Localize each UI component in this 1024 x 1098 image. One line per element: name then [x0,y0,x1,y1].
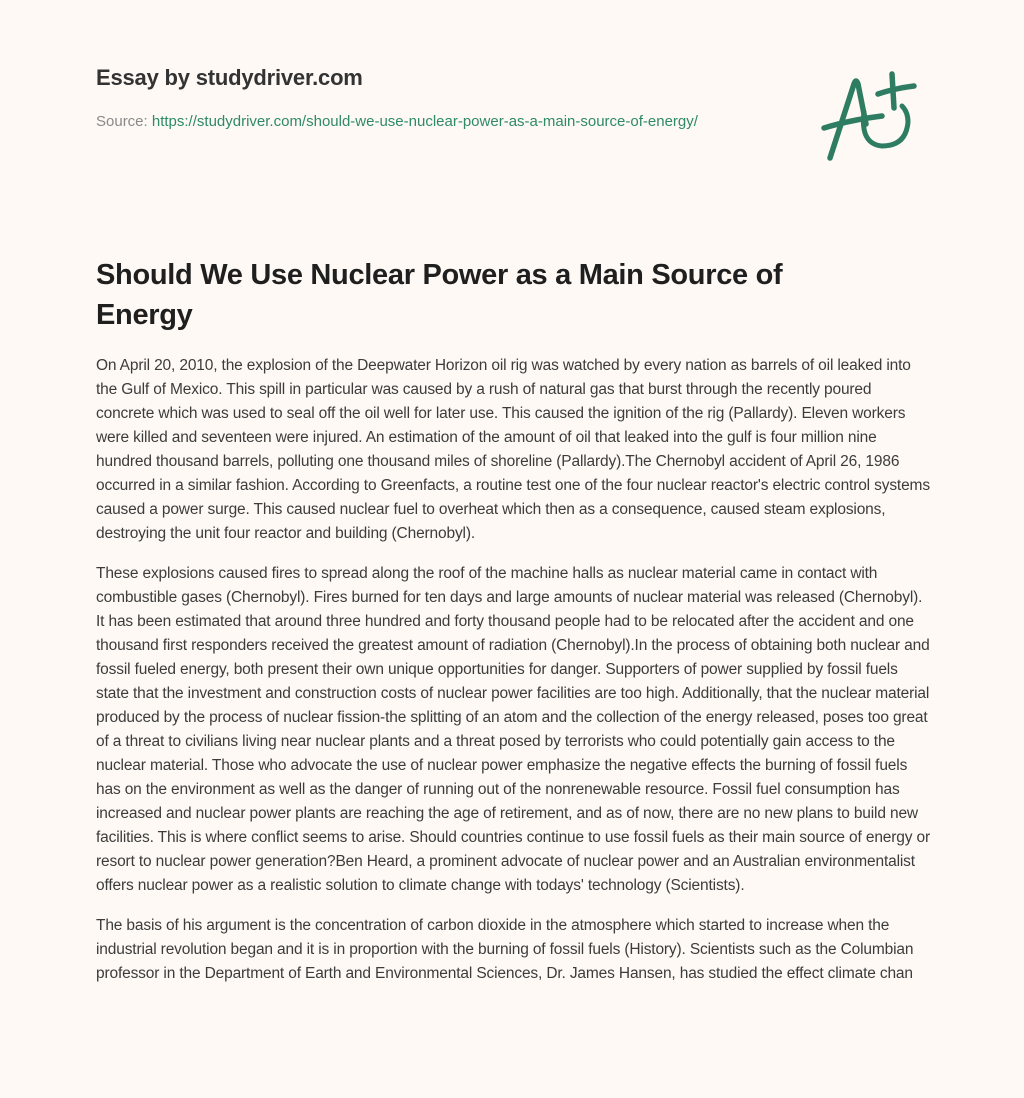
source-label: Source: [96,113,152,130]
essay-title: Should We Use Nuclear Power as a Main Source of Energy [96,259,783,331]
essay-paragraph: The basis of his argument is the concentration of carbon dioxide in the atmosphere which started to increase when the industrial revolution began and it is in proportion with the burning of fossil fuels (History). Scientists such as the Columbian professor in the Department of Earth and Environmental Sciences, Dr. James Hansen, has studied the effect climate chan [96,917,914,982]
essay-paragraph: These explosions caused fires to spread along the roof of the machine halls as nuclear material came in contact with combustible gases (Chernobyl). Fires burned for ten days and large amounts of nuclear material was released (Chernobyl). It has been estimated that around three hundred and forty thousand people had to be relocated after the accident and one thousand first responders received the greatest amount of radiation (Chernobyl).In the process of obtaining both nuclear and fossil fueled energy, both present their own unique opportunities for danger. Supporters of power supplied by fossil fuels state that the investment and construction costs of nuclear power facilities are too high. Additionally, that the nuclear material produced by the process of nuclear fission-the splitting of an atom and the collection of the energy released, poses too great of a threat to civilians living near nuclear plants and a threat posed by terrorists who could potentially gain access to the nuclear material. Those who advocate the use of nuclear power emphasize the negative effects the burning of fossil fuels has on the environment as well as the danger of running out of the nonrenewable resource. Fossil fuel consumption has increased and nuclear power plants are reaching the age of retirement, and as of now, there are no new plans to build new facilities. This is where conflict seems to arise. Should countries continue to use fossil fuels as their main source of energy or resort to nuclear power generation?Ben Heard, a prominent advocate of nuclear power and an Australian environmentalist offers nuclear power as a realistic solution to climate change with todays' technology (Scientists). [96,565,930,894]
source-line [96,110,776,134]
essay-header [96,64,776,134]
essay-body [96,354,932,1002]
source-link[interactable]: https://studydriver.com/should-we-use-nuclear-power-as-a-main-source-of-energy/ [151,113,698,130]
essay-paragraph: On April 20, 2010, the explosion of the Deepwater Horizon oil rig was watched by every nation as barrels of oil leaked into the Gulf of Mexico. This spill in particular was caused by a rush of natural gas that burst through the recently poured concrete which was used to seal off the oil well for later use. This caused the ignition of the rig (Pallardy). Eleven workers were killed and seventeen were injured. An estimation of the amount of oil that leaked into the gulf is four million nine hundred thousand barrels, polluting one thousand miles of shoreline (Pallardy).The Chernobyl accident of April 26, 1986 occurred in a similar fashion. According to Greenfacts, a routine test one of the four nuclear reactor's electric control systems caused a power surge. This caused nuclear fuel to overheat which then as a consequence, caused steam explosions, destroying the unit four reactor and building (Chernobyl). [96,357,930,542]
site-title: Essay by studydriver.com [96,65,363,90]
a-plus-grade-icon [820,66,930,166]
